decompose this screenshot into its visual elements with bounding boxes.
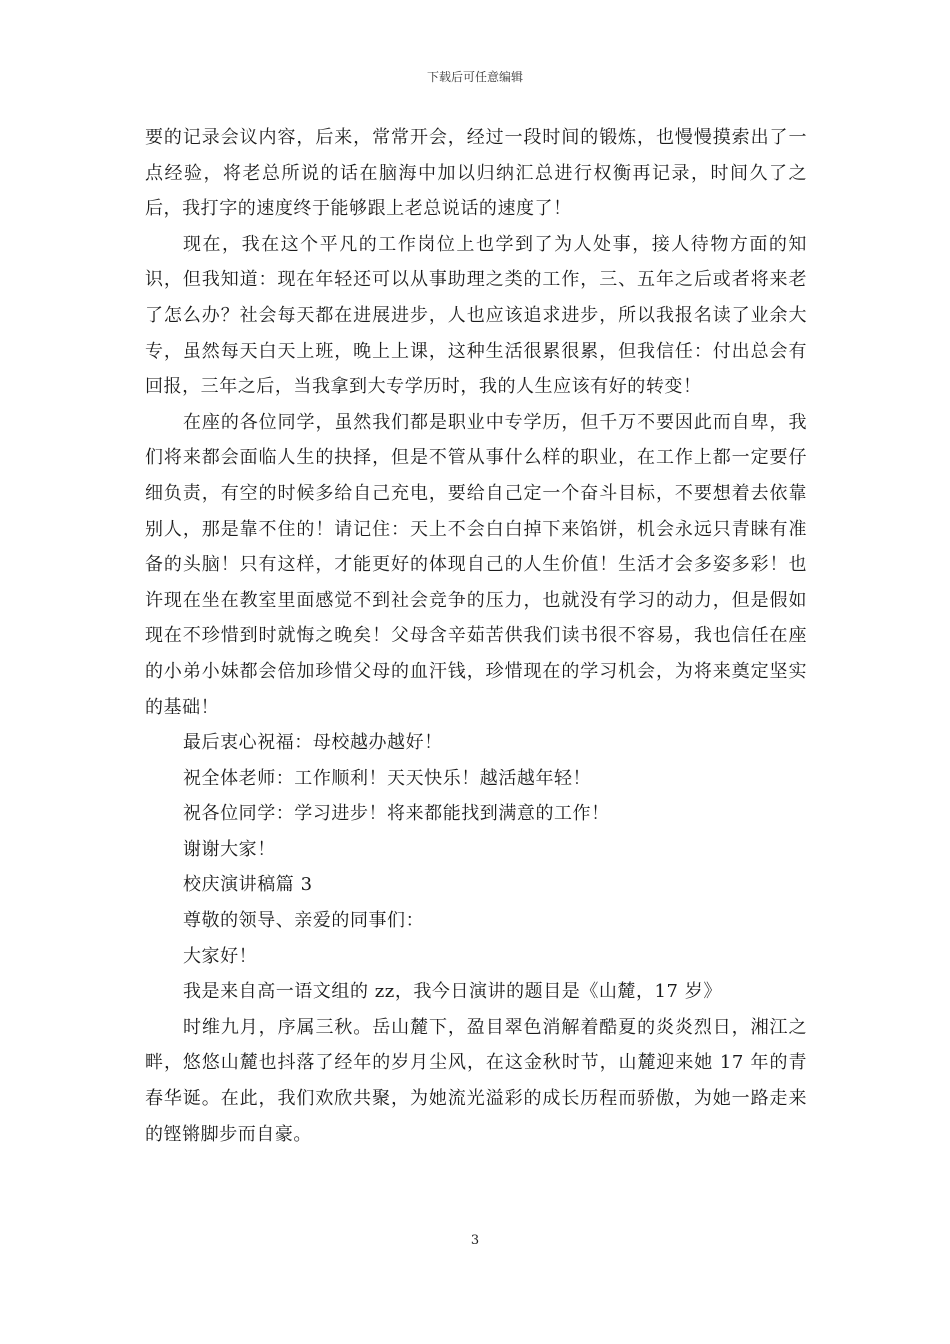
paragraph: 祝全体老师：工作顺利！天天快乐！越活越年轻！: [183, 767, 592, 789]
salutation: 尊敬的领导、亲爱的同事们：: [183, 910, 425, 932]
paragraph: 最后衷心祝福：母校越办越好！: [183, 732, 443, 754]
paragraph: 现在，我在这个平凡的工作岗位上也学到了为人处事，接人待物方面的知识，但我知道：现在年轻还可以从事助理之类的工作，三、五年之后或者将来老了怎么办？社会每天都在进展进步，人也应该追求进步，所以我报名读了业余大专，虽然每天白天上班，晚上上课，这种生活很累很累，但我信任：付出总会有回报，三年之后，当我拿到大专学历时，我的人生应该有好的转变！: [145, 233, 807, 398]
document-body: [145, 120, 807, 1152]
greeting: 大家好！: [183, 945, 258, 967]
paragraph: 要的记录会议内容，后来，常常开会，经过一段时间的锻炼，也慢慢摸索出了一点经验，将老总所说的话在脑海中加以归纳汇总进行权衡再记录，时间久了之后，我打字的速度终于能够跟上老总说话的速度了！: [145, 127, 807, 220]
paragraph: 在座的各位同学，虽然我们都是职业中专学历，但千万不要因此而自卑，我们将来都会面临人生的抉择，但是不管从事什么样的职业，在工作上都一定要仔细负责，有空的时候多给自己充电，要给自己定一个奋斗目标，不要想着去依靠别人，那是靠不住的！请记住：天上不会白白掉下来馅饼，机会永远只青睐有准备的头脑！只有这样，才能更好的体现自己的人生价值！生活才会多姿多彩！也许现在坐在教室里面感觉不到社会竞争的压力，也就没有学习的动力，但是假如现在不珍惜到时就悔之晚矣！父母含辛茹苦供我们读书很不容易，我也信任在座的小弟小妹都会倍加珍惜父母的血汗钱，珍惜现在的学习机会，为将来奠定坚实的基础！: [145, 411, 807, 718]
page-number: 3: [470, 1233, 480, 1248]
paragraph: 我是来自高一语文组的 zz，我今日演讲的题目是《山麓，17 岁》: [183, 981, 722, 1003]
paragraph: 祝各位同学：学习进步！将来都能找到满意的工作！: [183, 803, 610, 825]
page-header: 下载后可任意编辑: [426, 70, 523, 84]
paragraph: 谢谢大家！: [183, 838, 276, 860]
section-heading: 校庆演讲稿篇 3: [183, 874, 313, 896]
paragraph: 时维九月，序属三秋。岳山麓下，盈目翠色消解着酷夏的炎炎烈日，湘江之畔，悠悠山麓也抖落了经年的岁月尘风，在这金秋时节，山麓迎来她 17 年的青春华诞。在此，我们欢欣共聚，为她流光溢彩的成长历程而骄傲，为她一路走来的铿锵脚步而自豪。: [145, 1016, 807, 1145]
